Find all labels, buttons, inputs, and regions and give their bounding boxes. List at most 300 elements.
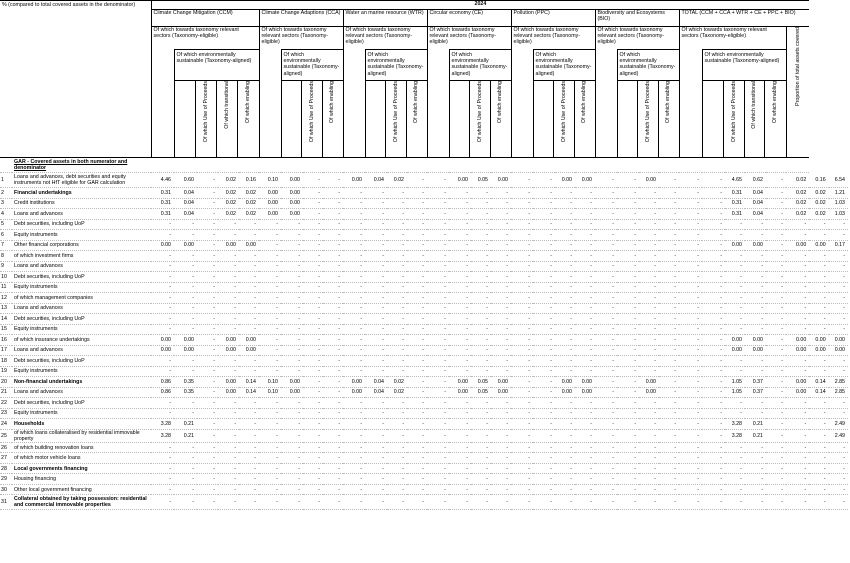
cell: 0.21 bbox=[174, 419, 197, 430]
cell: - bbox=[725, 453, 745, 464]
cell: - bbox=[427, 474, 449, 485]
cell: - bbox=[555, 335, 575, 346]
cell: - bbox=[595, 474, 617, 485]
cell: - bbox=[575, 356, 595, 367]
cell: - bbox=[745, 324, 766, 335]
ce-enabling: Of which enabling bbox=[490, 81, 510, 157]
cell: - bbox=[343, 303, 365, 314]
cell: - bbox=[533, 398, 555, 409]
cell: 0.00 bbox=[281, 188, 303, 199]
cell: - bbox=[511, 335, 533, 346]
cell: - bbox=[239, 463, 259, 474]
cell: - bbox=[281, 345, 303, 356]
eligible-bio: Of which towards taxonomy relevant sectors (Taxonomy-eligible) bbox=[595, 27, 679, 50]
cell: - bbox=[259, 261, 281, 272]
cell: - bbox=[766, 474, 786, 485]
cell: 0.04 bbox=[365, 387, 387, 398]
cell: - bbox=[595, 463, 617, 474]
cell: - bbox=[595, 303, 617, 314]
cell: 0.00 bbox=[809, 240, 828, 251]
row-number: 26 bbox=[0, 442, 12, 453]
cell: - bbox=[809, 230, 828, 241]
cell: - bbox=[766, 188, 786, 199]
cell: - bbox=[766, 495, 786, 510]
cell: 0.00 bbox=[639, 377, 659, 388]
cell: 0.21 bbox=[745, 419, 766, 430]
cell: - bbox=[427, 335, 449, 346]
cell: - bbox=[259, 484, 281, 495]
cell: - bbox=[511, 377, 533, 388]
cell: 0.02 bbox=[786, 198, 809, 209]
cell: - bbox=[303, 377, 323, 388]
cell: - bbox=[617, 398, 639, 409]
cell: - bbox=[725, 251, 745, 262]
cell: - bbox=[471, 463, 491, 474]
cell: 0.00 bbox=[491, 173, 511, 188]
cell: - bbox=[197, 484, 218, 495]
ce-use-of-proceeds: Of which Use of Proceeds bbox=[470, 81, 490, 157]
cell: - bbox=[471, 484, 491, 495]
cell: - bbox=[511, 173, 533, 188]
cell: 0.00 bbox=[809, 345, 828, 356]
cell: - bbox=[555, 219, 575, 230]
cell: - bbox=[387, 474, 407, 485]
cell: - bbox=[471, 198, 491, 209]
cell: - bbox=[491, 282, 511, 293]
table-row bbox=[0, 209, 848, 220]
row-label: of which management companies bbox=[12, 293, 151, 304]
table-row bbox=[0, 442, 848, 453]
cell: - bbox=[239, 495, 259, 510]
cell: - bbox=[555, 324, 575, 335]
cell: - bbox=[387, 356, 407, 367]
cell: - bbox=[829, 324, 848, 335]
cell: - bbox=[533, 272, 555, 283]
row-label: Debt securities, including UoP bbox=[12, 398, 151, 409]
cell: - bbox=[259, 453, 281, 464]
cell: - bbox=[387, 219, 407, 230]
cell: - bbox=[786, 219, 809, 230]
table-row bbox=[0, 261, 848, 272]
cell: - bbox=[407, 198, 427, 209]
cell: - bbox=[281, 282, 303, 293]
cell: 3.28 bbox=[725, 429, 745, 442]
cell: - bbox=[239, 261, 259, 272]
row-label: Equity instruments bbox=[12, 366, 151, 377]
cell: 0.05 bbox=[471, 387, 491, 398]
cell: - bbox=[491, 230, 511, 241]
cell: - bbox=[702, 188, 725, 199]
cell: - bbox=[151, 442, 174, 453]
cell: - bbox=[555, 293, 575, 304]
cell: - bbox=[617, 219, 639, 230]
cell: - bbox=[745, 495, 766, 510]
cell: - bbox=[365, 303, 387, 314]
cell: - bbox=[575, 324, 595, 335]
cell: - bbox=[766, 377, 786, 388]
cell: - bbox=[259, 282, 281, 293]
cell: - bbox=[659, 408, 679, 419]
cell: - bbox=[491, 209, 511, 220]
cell: - bbox=[575, 442, 595, 453]
cell: 0.00 bbox=[829, 345, 848, 356]
cell: - bbox=[617, 345, 639, 356]
cell: - bbox=[491, 324, 511, 335]
cell: - bbox=[575, 261, 595, 272]
cell: - bbox=[427, 173, 449, 188]
cell: - bbox=[766, 314, 786, 325]
cell: - bbox=[387, 366, 407, 377]
cell: - bbox=[829, 398, 848, 409]
cell: - bbox=[259, 314, 281, 325]
cell: - bbox=[659, 453, 679, 464]
cell: - bbox=[365, 419, 387, 430]
cell: - bbox=[639, 261, 659, 272]
cell: - bbox=[766, 442, 786, 453]
cell: - bbox=[218, 484, 239, 495]
cell: 0.04 bbox=[745, 188, 766, 199]
cell: - bbox=[303, 188, 323, 199]
cell: - bbox=[323, 377, 343, 388]
cell: - bbox=[555, 314, 575, 325]
cell: - bbox=[511, 495, 533, 510]
cell: - bbox=[595, 230, 617, 241]
cell: 0.31 bbox=[725, 188, 745, 199]
table-row bbox=[0, 484, 848, 495]
cell: - bbox=[575, 282, 595, 293]
cell: - bbox=[639, 429, 659, 442]
cell: - bbox=[427, 377, 449, 388]
cell: - bbox=[197, 377, 218, 388]
cell: - bbox=[365, 282, 387, 293]
cell: - bbox=[829, 356, 848, 367]
cell: - bbox=[151, 230, 174, 241]
cell: - bbox=[407, 173, 427, 188]
cell: - bbox=[679, 408, 702, 419]
cell: - bbox=[343, 366, 365, 377]
row-number: 8 bbox=[0, 251, 12, 262]
cell: - bbox=[829, 251, 848, 262]
cell: - bbox=[533, 188, 555, 199]
cell: 0.00 bbox=[555, 173, 575, 188]
cell: - bbox=[511, 366, 533, 377]
cell: - bbox=[387, 230, 407, 241]
cell: 2.49 bbox=[829, 419, 848, 430]
cell: - bbox=[197, 240, 218, 251]
cell: - bbox=[617, 377, 639, 388]
cell: 0.00 bbox=[259, 188, 281, 199]
cell: - bbox=[427, 230, 449, 241]
cell: - bbox=[659, 429, 679, 442]
cell: - bbox=[365, 209, 387, 220]
group-total: TOTAL (CCM + CCA + WTR + CE + PPC + BIO) bbox=[679, 10, 809, 27]
cell: - bbox=[471, 495, 491, 510]
row-number: 27 bbox=[0, 453, 12, 464]
cell: - bbox=[702, 261, 725, 272]
cell: - bbox=[151, 219, 174, 230]
cell: 0.00 bbox=[745, 240, 766, 251]
cell: - bbox=[471, 314, 491, 325]
cell: 0.10 bbox=[259, 387, 281, 398]
cell: - bbox=[555, 366, 575, 377]
row-label: Equity instruments bbox=[12, 408, 151, 419]
cell: 0.00 bbox=[174, 335, 197, 346]
table-row bbox=[0, 230, 848, 241]
cell: - bbox=[323, 251, 343, 262]
cell: - bbox=[829, 230, 848, 241]
row-number: 21 bbox=[0, 387, 12, 398]
cell: - bbox=[786, 303, 809, 314]
cell: - bbox=[449, 282, 471, 293]
header-year: 2024 bbox=[151, 1, 809, 10]
cell: - bbox=[151, 453, 174, 464]
cell: - bbox=[725, 356, 745, 367]
cell: - bbox=[281, 484, 303, 495]
cell: 0.37 bbox=[745, 387, 766, 398]
cell: - bbox=[174, 261, 197, 272]
eligible-wtr: Of which towards taxonomy relevant sectors (Taxonomy-eligible) bbox=[343, 27, 427, 50]
cell: - bbox=[303, 251, 323, 262]
cell: 1.03 bbox=[829, 209, 848, 220]
cell: - bbox=[702, 251, 725, 262]
total-use-of-proceeds: Of which Use of Proceeds bbox=[723, 81, 744, 157]
cell: - bbox=[407, 474, 427, 485]
row-label: Debt securities, including UoP bbox=[12, 219, 151, 230]
cell: - bbox=[197, 261, 218, 272]
cell: - bbox=[151, 303, 174, 314]
cell: - bbox=[617, 272, 639, 283]
cell: - bbox=[595, 209, 617, 220]
cell: 0.62 bbox=[745, 173, 766, 188]
cell: - bbox=[745, 442, 766, 453]
cell: - bbox=[702, 198, 725, 209]
cell: - bbox=[659, 345, 679, 356]
cell: 0.31 bbox=[151, 198, 174, 209]
cell: - bbox=[575, 230, 595, 241]
cell: 0.00 bbox=[786, 387, 809, 398]
cell: 0.10 bbox=[259, 377, 281, 388]
cell: - bbox=[343, 293, 365, 304]
cell: - bbox=[323, 209, 343, 220]
cell: 0.31 bbox=[725, 198, 745, 209]
cell: - bbox=[745, 282, 766, 293]
cell: - bbox=[659, 303, 679, 314]
cell: - bbox=[303, 314, 323, 325]
cell: - bbox=[323, 240, 343, 251]
cell: - bbox=[786, 419, 809, 430]
cell: - bbox=[151, 495, 174, 510]
cell: - bbox=[471, 251, 491, 262]
cell: - bbox=[151, 261, 174, 272]
row-number: 22 bbox=[0, 398, 12, 409]
cell: - bbox=[407, 377, 427, 388]
cell: - bbox=[197, 408, 218, 419]
cell: - bbox=[617, 474, 639, 485]
cell: - bbox=[595, 188, 617, 199]
cell: - bbox=[239, 398, 259, 409]
group-cca: Climate Change Adaptions (CCA) bbox=[259, 10, 343, 27]
table-row bbox=[0, 495, 848, 510]
cell: - bbox=[659, 356, 679, 367]
cell: - bbox=[745, 484, 766, 495]
cell: - bbox=[449, 219, 471, 230]
cell: - bbox=[407, 335, 427, 346]
cell: - bbox=[639, 324, 659, 335]
cell: - bbox=[595, 198, 617, 209]
group-wtr: Water an marine resource (WTR) bbox=[343, 10, 427, 27]
cell: - bbox=[659, 495, 679, 510]
cell: - bbox=[323, 387, 343, 398]
cell: - bbox=[259, 240, 281, 251]
cell: - bbox=[281, 303, 303, 314]
cell: - bbox=[786, 398, 809, 409]
cell: - bbox=[533, 419, 555, 430]
ppc-use-of-proceeds: Of which Use of Proceeds bbox=[554, 81, 574, 157]
cell: - bbox=[659, 463, 679, 474]
cell: - bbox=[725, 261, 745, 272]
cell: - bbox=[639, 366, 659, 377]
cell: - bbox=[491, 188, 511, 199]
cell: - bbox=[659, 484, 679, 495]
cell: - bbox=[809, 303, 828, 314]
cell: - bbox=[639, 251, 659, 262]
cell: - bbox=[639, 453, 659, 464]
cell: - bbox=[343, 484, 365, 495]
cell: - bbox=[595, 173, 617, 188]
cell: - bbox=[407, 240, 427, 251]
cell: - bbox=[323, 303, 343, 314]
cell: - bbox=[639, 474, 659, 485]
cell: - bbox=[471, 442, 491, 453]
row-number: 14 bbox=[0, 314, 12, 325]
cell: - bbox=[407, 261, 427, 272]
cell: - bbox=[725, 398, 745, 409]
cell: - bbox=[702, 419, 725, 430]
cell: - bbox=[575, 251, 595, 262]
cell: - bbox=[218, 314, 239, 325]
cell: - bbox=[323, 335, 343, 346]
cell: - bbox=[151, 272, 174, 283]
cell: - bbox=[471, 453, 491, 464]
cell: - bbox=[679, 230, 702, 241]
cell: - bbox=[151, 314, 174, 325]
cell: - bbox=[174, 463, 197, 474]
cell: 0.16 bbox=[239, 173, 259, 188]
cell: - bbox=[766, 251, 786, 262]
table-row bbox=[0, 198, 848, 209]
cell: - bbox=[617, 261, 639, 272]
cell: 0.02 bbox=[387, 377, 407, 388]
cell: - bbox=[533, 442, 555, 453]
cell: 0.00 bbox=[745, 345, 766, 356]
cell: 0.00 bbox=[259, 198, 281, 209]
cell: - bbox=[786, 408, 809, 419]
cell: - bbox=[218, 408, 239, 419]
cell: - bbox=[343, 209, 365, 220]
cell: - bbox=[511, 230, 533, 241]
cell: - bbox=[702, 345, 725, 356]
cell: - bbox=[786, 484, 809, 495]
cell: - bbox=[829, 293, 848, 304]
cell: - bbox=[679, 442, 702, 453]
cell: - bbox=[151, 408, 174, 419]
cell: - bbox=[555, 356, 575, 367]
cell: - bbox=[639, 230, 659, 241]
table-row bbox=[0, 282, 848, 293]
cell: - bbox=[259, 272, 281, 283]
cell: - bbox=[323, 366, 343, 377]
cell: - bbox=[407, 387, 427, 398]
cell: - bbox=[617, 173, 639, 188]
cell: - bbox=[218, 398, 239, 409]
cell: - bbox=[239, 230, 259, 241]
cell: - bbox=[174, 495, 197, 510]
row-label: of which investment firms bbox=[12, 251, 151, 262]
cell: - bbox=[365, 324, 387, 335]
cell: - bbox=[555, 345, 575, 356]
eligible-ppc: Of which towards taxonomy relevant sectors (Taxonomy-eligible) bbox=[511, 27, 595, 50]
cell: - bbox=[511, 356, 533, 367]
cell: - bbox=[702, 495, 725, 510]
cell: - bbox=[407, 453, 427, 464]
cell: - bbox=[174, 398, 197, 409]
cell: - bbox=[303, 272, 323, 283]
cell: - bbox=[555, 272, 575, 283]
cell: - bbox=[471, 474, 491, 485]
cell: - bbox=[259, 293, 281, 304]
cell: - bbox=[427, 356, 449, 367]
cell: - bbox=[511, 293, 533, 304]
cell: - bbox=[491, 474, 511, 485]
cell: - bbox=[659, 398, 679, 409]
row-number: 1 bbox=[0, 173, 12, 188]
cell: - bbox=[427, 293, 449, 304]
table-row bbox=[0, 429, 848, 442]
cell: - bbox=[387, 463, 407, 474]
cell: 0.02 bbox=[218, 173, 239, 188]
cell: - bbox=[387, 324, 407, 335]
cell: - bbox=[702, 240, 725, 251]
cell: - bbox=[809, 356, 828, 367]
cell: - bbox=[829, 303, 848, 314]
cell: - bbox=[766, 230, 786, 241]
cell: - bbox=[595, 335, 617, 346]
cell: - bbox=[239, 366, 259, 377]
cell: - bbox=[725, 484, 745, 495]
cell: 1.05 bbox=[725, 387, 745, 398]
cell: - bbox=[365, 366, 387, 377]
cell: - bbox=[555, 209, 575, 220]
bio-use-of-proceeds: Of which Use of Proceeds bbox=[638, 81, 658, 157]
cell: 0.00 bbox=[809, 335, 828, 346]
cell: - bbox=[595, 356, 617, 367]
cell: - bbox=[617, 429, 639, 442]
cell: - bbox=[365, 272, 387, 283]
cell: 0.31 bbox=[151, 188, 174, 199]
cell: - bbox=[239, 453, 259, 464]
cell: - bbox=[809, 495, 828, 510]
cell: - bbox=[786, 293, 809, 304]
cell: - bbox=[471, 324, 491, 335]
cell: - bbox=[555, 261, 575, 272]
cell: 0.02 bbox=[786, 188, 809, 199]
cell: - bbox=[725, 230, 745, 241]
cell: - bbox=[281, 419, 303, 430]
cell: - bbox=[575, 209, 595, 220]
row-number: 16 bbox=[0, 335, 12, 346]
cell: - bbox=[197, 495, 218, 510]
cell: - bbox=[829, 495, 848, 510]
